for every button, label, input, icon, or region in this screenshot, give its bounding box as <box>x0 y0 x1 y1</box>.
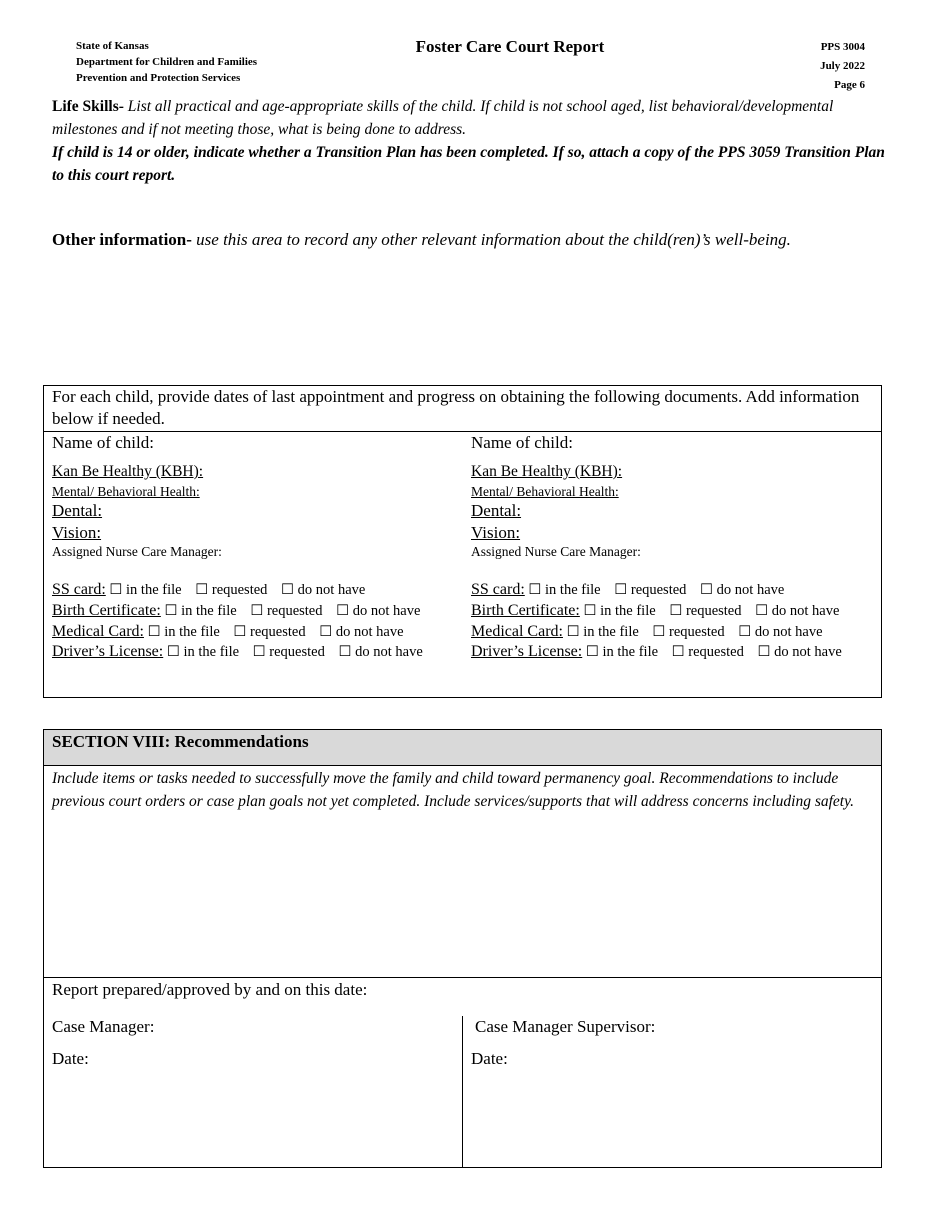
section-title: SECTION VIII: Recommendations <box>44 730 881 766</box>
document-row-drivers-license <box>52 643 433 661</box>
vision-label: Vision: <box>52 523 102 542</box>
checkbox-icon: ☐ <box>233 624 247 640</box>
other-information-section <box>52 229 791 251</box>
form-info <box>820 38 865 95</box>
agency-line-department: Department for Children and Families <box>76 56 258 68</box>
drivers-license-label: Driver’s License: <box>52 643 164 660</box>
other-information-label: Other information- <box>52 230 192 249</box>
case-manager-date-field[interactable]: Date: <box>52 1049 89 1068</box>
checkbox-icon: ☐ <box>652 624 666 640</box>
prepared-by-label: Report prepared/approved by and on this date: <box>52 980 368 999</box>
ss-card-label: SS card: <box>52 581 106 598</box>
checkbox-icon: ☐ <box>164 603 178 619</box>
checkbox-requested[interactable]: ☐ requested <box>614 582 687 598</box>
signature-column-divider <box>462 1016 463 1167</box>
checkbox-do-not-have[interactable]: ☐ do not have <box>319 624 404 640</box>
mental-health-label: Mental/ Behavioral Health: <box>471 484 619 499</box>
ss-card-label: SS card: <box>471 581 525 598</box>
life-skills-section <box>52 95 892 187</box>
checkbox-in-file[interactable]: ☐ in the file <box>164 603 237 619</box>
supervisor-field[interactable]: Case Manager Supervisor: <box>475 1017 656 1036</box>
checkbox-requested[interactable]: ☐ requested <box>195 582 268 598</box>
checkbox-requested[interactable]: ☐ requested <box>252 644 325 660</box>
checkbox-in-file[interactable]: ☐ in the file <box>166 644 240 660</box>
checkbox-in-file[interactable]: ☐ in the file <box>585 644 659 660</box>
checkbox-icon: ☐ <box>583 603 597 619</box>
checkbox-requested[interactable]: ☐ requested <box>671 644 744 660</box>
checkbox-do-not-have[interactable]: ☐ do not have <box>738 624 823 640</box>
recommendations-divider <box>44 977 881 978</box>
checkbox-in-file[interactable]: ☐ in the file <box>147 624 220 640</box>
checkbox-do-not-have[interactable]: ☐ do not have <box>700 582 785 598</box>
documents-intro: For each child, provide dates of last appointment and progress on obtaining the following documents. Add information below if needed. <box>52 387 860 428</box>
mental-health-label: Mental/ Behavioral Health: <box>52 484 200 499</box>
birth-certificate-label: Birth Certificate: <box>471 602 580 619</box>
checkbox-icon: ☐ <box>614 582 628 598</box>
life-skills-instruction: List all practical and age-appropriate skills of the child. If child is not school aged, list behavioral/developmental milestones and if not meeting those, what is being done to address. <box>52 98 834 138</box>
agency-line-state: State of Kansas <box>76 40 149 52</box>
checkbox-in-file[interactable]: ☐ in the file <box>528 582 601 598</box>
other-information-instruction: use this area to record any other relevant information about the child(ren)’s well-being. <box>191 230 791 249</box>
page-number: Page 6 <box>834 79 865 91</box>
checkbox-requested[interactable]: ☐ requested <box>250 603 323 619</box>
document-row-ss-card <box>471 581 794 599</box>
checkbox-icon: ☐ <box>250 603 264 619</box>
nurse-care-manager-label: Assigned Nurse Care Manager: <box>471 544 641 559</box>
checkbox-do-not-have[interactable]: ☐ do not have <box>281 582 366 598</box>
transition-plan-note: If child is 14 or older, indicate whether a Transition Plan has been completed. If so, attach a copy of the PPS 3059 Transition Plan to this court report. <box>52 144 885 184</box>
kbh-label: Kan Be Healthy (KBH): <box>52 463 204 480</box>
documents-table <box>43 385 882 698</box>
checkbox-do-not-have[interactable]: ☐ do not have <box>338 644 423 660</box>
checkbox-do-not-have[interactable]: ☐ do not have <box>336 603 421 619</box>
birth-certificate-label: Birth Certificate: <box>52 602 161 619</box>
checkbox-icon: ☐ <box>252 644 266 660</box>
dental-label: Dental: <box>471 501 522 520</box>
document-row-ss-card <box>52 581 375 599</box>
document-row-birth-certificate <box>471 602 849 620</box>
checkbox-icon: ☐ <box>671 644 685 660</box>
checkbox-requested[interactable]: ☐ requested <box>233 624 306 640</box>
checkbox-in-file[interactable]: ☐ in the file <box>109 582 182 598</box>
checkbox-icon: ☐ <box>109 582 123 598</box>
medical-card-label: Medical Card: <box>52 623 144 640</box>
page-title: Foster Care Court Report <box>415 37 605 56</box>
checkbox-icon: ☐ <box>338 644 352 660</box>
checkbox-icon: ☐ <box>195 582 209 598</box>
checkbox-in-file[interactable]: ☐ in the file <box>583 603 656 619</box>
child-name-field[interactable]: Name of child: <box>471 433 573 452</box>
checkbox-requested[interactable]: ☐ requested <box>652 624 725 640</box>
dental-label: Dental: <box>52 501 103 520</box>
checkbox-icon: ☐ <box>528 582 542 598</box>
form-number: PPS 3004 <box>820 41 865 53</box>
checkbox-icon: ☐ <box>585 644 599 660</box>
checkbox-icon: ☐ <box>147 624 161 640</box>
checkbox-requested[interactable]: ☐ requested <box>669 603 742 619</box>
vision-label: Vision: <box>471 523 521 542</box>
supervisor-date-field[interactable]: Date: <box>471 1049 508 1068</box>
checkbox-icon: ☐ <box>281 582 295 598</box>
checkbox-icon: ☐ <box>319 624 333 640</box>
checkbox-icon: ☐ <box>669 603 683 619</box>
document-row-medical-card <box>52 623 414 641</box>
document-row-birth-certificate <box>52 602 430 620</box>
recommendations-instruction: Include items or tasks needed to successfully move the family and child toward permanency goal. Recommendations to include previous court orders or case plan goals not yet completed. Include services/supports that will address concerns including safety. <box>52 770 855 810</box>
checkbox-do-not-have[interactable]: ☐ do not have <box>757 644 842 660</box>
recommendations-section <box>43 729 882 1168</box>
checkbox-icon: ☐ <box>566 624 580 640</box>
form-date: July 2022 <box>820 60 865 72</box>
nurse-care-manager-label: Assigned Nurse Care Manager: <box>52 544 222 559</box>
life-skills-label: Life Skills- <box>52 98 124 115</box>
checkbox-icon: ☐ <box>738 624 752 640</box>
document-row-medical-card <box>471 623 833 641</box>
document-row-drivers-license <box>471 643 852 661</box>
drivers-license-label: Driver’s License: <box>471 643 583 660</box>
checkbox-icon: ☐ <box>757 644 771 660</box>
documents-divider <box>44 431 881 432</box>
checkbox-icon: ☐ <box>166 644 180 660</box>
checkbox-in-file[interactable]: ☐ in the file <box>566 624 639 640</box>
checkbox-icon: ☐ <box>755 603 769 619</box>
checkbox-icon: ☐ <box>336 603 350 619</box>
checkbox-icon: ☐ <box>700 582 714 598</box>
medical-card-label: Medical Card: <box>471 623 563 640</box>
child-name-field[interactable]: Name of child: <box>52 433 154 452</box>
kbh-label: Kan Be Healthy (KBH): <box>471 463 623 480</box>
case-manager-field[interactable]: Case Manager: <box>52 1017 155 1036</box>
checkbox-do-not-have[interactable]: ☐ do not have <box>755 603 840 619</box>
agency-line-division: Prevention and Protection Services <box>76 72 241 84</box>
